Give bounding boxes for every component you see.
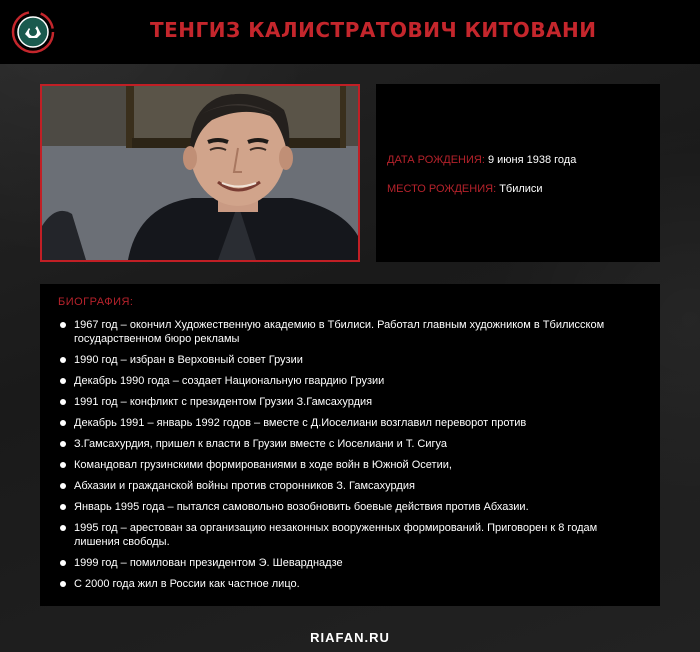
bio-item: 1991 год – конфликт с президентом Грузии З.Гамсахурдия	[58, 395, 638, 409]
footer-site: RIAFAN.RU	[310, 630, 390, 645]
info-panel	[376, 84, 660, 262]
birth-place-label: МЕСТО РОЖДЕНИЯ:	[387, 183, 497, 195]
bio-item: 1990 год – избран в Верховный совет Грузии	[58, 353, 638, 367]
bio-item: Декабрь 1991 – январь 1992 годов – вместе с Д.Иоселиани возглавил переворот против	[58, 416, 638, 430]
biography-panel	[40, 284, 660, 606]
birth-date-label: ДАТА РОЖДЕНИЯ:	[387, 154, 485, 166]
birth-place-row	[387, 183, 543, 195]
bio-item: С 2000 года жил в России как частное лицо.	[58, 577, 638, 591]
bio-item: Командовал грузинскими формированиями в ходе войн в Южной Осетии,	[58, 458, 638, 472]
header-bar	[0, 0, 700, 64]
riafan-logo	[11, 10, 55, 54]
page-title: ТЕНГИЗ КАЛИСТРАТОВИЧ КИТОВАНИ	[150, 18, 597, 42]
bio-item: Абхазии и гражданской войны против сторонников З. Гамсахурдия	[58, 479, 638, 493]
bio-item: З.Гамсахурдия, пришел к власти в Грузии вместе с Иоселиани и Т. Сигуа	[58, 437, 638, 451]
bio-item: Декабрь 1990 года – создает Национальную гвардию Грузии	[58, 374, 638, 388]
bio-item: 1999 год – помилован президентом Э. Шеварднадзе	[58, 556, 638, 570]
bio-item: 1995 год – арестован за организацию незаконных вооруженных формирований. Приговорен к 8 годам лишения свободы.	[58, 521, 638, 549]
portrait-photo	[40, 84, 360, 262]
birth-date-value: 9 июня 1938 года	[487, 154, 577, 166]
bio-item: 1967 год – окончил Художественную академию в Тбилиси. Работал главным художником в Тбилисском государственном бюро рекламы	[58, 318, 638, 346]
biography-list	[58, 318, 638, 598]
birth-date-row	[387, 154, 576, 166]
bio-item: Январь 1995 года – пытался самовольно возобновить боевые действия против Абхазии.	[58, 500, 638, 514]
birth-place-value: Тбилиси	[499, 183, 543, 195]
biography-title: БИОГРАФИЯ:	[58, 296, 134, 308]
